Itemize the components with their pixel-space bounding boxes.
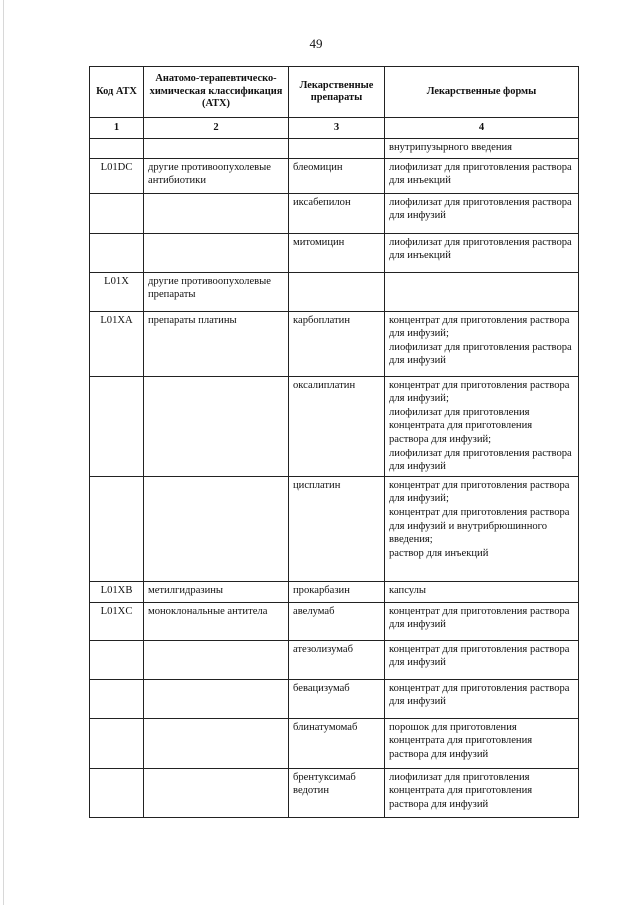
dosage-form-line: лиофилизат для приготовления раствора для инфузий bbox=[389, 196, 572, 222]
table-row bbox=[90, 679, 579, 718]
dosage-forms-cell bbox=[385, 138, 579, 158]
header-classification: Анатомо-терапевтическо-химическая классификация (АТХ) bbox=[144, 67, 289, 118]
atx-code-cell bbox=[90, 138, 144, 158]
drug-name-cell: карбоплатин bbox=[289, 311, 385, 376]
dosage-forms-cell bbox=[385, 581, 579, 602]
column-number: 4 bbox=[385, 118, 579, 139]
page-number: 49 bbox=[309, 36, 323, 51]
atx-table bbox=[89, 66, 579, 818]
classification-cell bbox=[144, 138, 289, 158]
dosage-form-line: концентрат для приготовления раствора для инфузий; bbox=[389, 314, 570, 340]
table-row bbox=[90, 602, 579, 640]
dosage-form-line: лиофилизат для приготовления концентрата для приготовления раствора для инфузий bbox=[389, 771, 533, 810]
table-row bbox=[90, 581, 579, 602]
dosage-form-line: концентрат для приготовления раствора для инфузий; bbox=[389, 479, 570, 505]
atx-code-cell bbox=[90, 768, 144, 817]
atx-code-cell: L01X bbox=[90, 272, 144, 311]
header-code: Код АТХ bbox=[90, 67, 144, 118]
classification-cell bbox=[144, 679, 289, 718]
drug-name-cell bbox=[289, 272, 385, 311]
column-number: 2 bbox=[144, 118, 289, 139]
drug-name-cell: блинатумомаб bbox=[289, 718, 385, 768]
dosage-forms-cell bbox=[385, 233, 579, 272]
dosage-forms-cell bbox=[385, 718, 579, 768]
table-row bbox=[90, 193, 579, 233]
atx-code-cell bbox=[90, 679, 144, 718]
dosage-form-line: внутрипузырного введения bbox=[389, 141, 513, 153]
classification-cell bbox=[144, 768, 289, 817]
dosage-form-line: концентрат для приготовления раствора для инфузий и внутрибрюшинного введения; bbox=[389, 506, 570, 546]
drug-name-cell: авелумаб bbox=[289, 602, 385, 640]
drug-name-cell: блеомицин bbox=[289, 158, 385, 193]
table-header-row bbox=[90, 67, 579, 118]
classification-cell: метилгидразины bbox=[144, 581, 289, 602]
classification-cell: препараты платины bbox=[144, 311, 289, 376]
classification-cell: другие противоопухолевые антибиотики bbox=[144, 158, 289, 193]
classification-cell bbox=[144, 640, 289, 679]
classification-cell bbox=[144, 193, 289, 233]
table-row bbox=[90, 768, 579, 817]
atx-code-cell bbox=[90, 233, 144, 272]
table-row bbox=[90, 233, 579, 272]
dosage-form-line: лиофилизат для приготовления концентрата для приготовления раствора для инфузий; bbox=[389, 406, 533, 445]
table-body bbox=[90, 138, 579, 817]
dosage-forms-cell bbox=[385, 311, 579, 376]
dosage-form-line: порошок для приготовления концентрата для приготовления раствора для инфузий bbox=[389, 721, 533, 760]
dosage-form-line: капсулы bbox=[389, 584, 427, 596]
table-row bbox=[90, 718, 579, 768]
dosage-form-line: концентрат для приготовления раствора для инфузий bbox=[389, 643, 570, 669]
dosage-form-line: концентрат для приготовления раствора для инфузий bbox=[389, 682, 570, 708]
classification-cell: моноклональные антитела bbox=[144, 602, 289, 640]
classification-cell bbox=[144, 718, 289, 768]
column-number-row bbox=[90, 118, 579, 139]
dosage-forms-cell bbox=[385, 679, 579, 718]
classification-cell bbox=[144, 476, 289, 581]
atx-code-cell bbox=[90, 376, 144, 476]
dosage-forms-cell bbox=[385, 476, 579, 581]
table-row bbox=[90, 311, 579, 376]
column-number: 1 bbox=[90, 118, 144, 139]
table-row bbox=[90, 138, 579, 158]
atx-code-cell bbox=[90, 640, 144, 679]
dosage-form-line: лиофилизат для приготовления раствора для инъекций bbox=[389, 236, 572, 262]
dosage-forms-cell bbox=[385, 602, 579, 640]
atx-code-cell: L01XA bbox=[90, 311, 144, 376]
dosage-form-line: концентрат для приготовления раствора для инфузий bbox=[389, 605, 570, 631]
atx-code-cell bbox=[90, 718, 144, 768]
scan-edge-line bbox=[3, 0, 4, 905]
table-row bbox=[90, 376, 579, 476]
drug-name-cell: иксабепилон bbox=[289, 193, 385, 233]
drug-name-cell: оксалиплатин bbox=[289, 376, 385, 476]
dosage-forms-cell bbox=[385, 193, 579, 233]
dosage-form-line: лиофилизат для приготовления раствора для инфузий bbox=[389, 341, 572, 367]
atx-code-cell bbox=[90, 476, 144, 581]
dosage-forms-cell bbox=[385, 376, 579, 476]
dosage-form-line: лиофилизат для приготовления раствора для инфузий bbox=[389, 447, 572, 473]
drug-name-cell: атезолизумаб bbox=[289, 640, 385, 679]
dosage-form-line: концентрат для приготовления раствора для инфузий; bbox=[389, 379, 570, 405]
dosage-forms-cell bbox=[385, 158, 579, 193]
dosage-form-line: раствор для инъекций bbox=[389, 547, 489, 559]
classification-cell: другие противоопухолевые препараты bbox=[144, 272, 289, 311]
dosage-form-line: лиофилизат для приготовления раствора для инъекций bbox=[389, 161, 572, 187]
drug-name-cell bbox=[289, 138, 385, 158]
drug-name-cell: бевацизумаб bbox=[289, 679, 385, 718]
column-number: 3 bbox=[289, 118, 385, 139]
drug-name-cell: прокарбазин bbox=[289, 581, 385, 602]
drug-name-cell: митомицин bbox=[289, 233, 385, 272]
atx-code-cell: L01XB bbox=[90, 581, 144, 602]
dosage-forms-cell bbox=[385, 768, 579, 817]
classification-cell bbox=[144, 376, 289, 476]
table-row bbox=[90, 272, 579, 311]
dosage-forms-cell bbox=[385, 640, 579, 679]
atx-code-cell: L01DC bbox=[90, 158, 144, 193]
header-drugs: Лекарственные препараты bbox=[289, 67, 385, 118]
drug-name-cell: брентуксимаб ведотин bbox=[289, 768, 385, 817]
table-row bbox=[90, 158, 579, 193]
header-forms: Лекарственные формы bbox=[385, 67, 579, 118]
drug-name-cell: цисплатин bbox=[289, 476, 385, 581]
classification-cell bbox=[144, 233, 289, 272]
atx-code-cell bbox=[90, 193, 144, 233]
dosage-forms-cell bbox=[385, 272, 579, 311]
table-row bbox=[90, 640, 579, 679]
table-row bbox=[90, 476, 579, 581]
atx-code-cell: L01XC bbox=[90, 602, 144, 640]
